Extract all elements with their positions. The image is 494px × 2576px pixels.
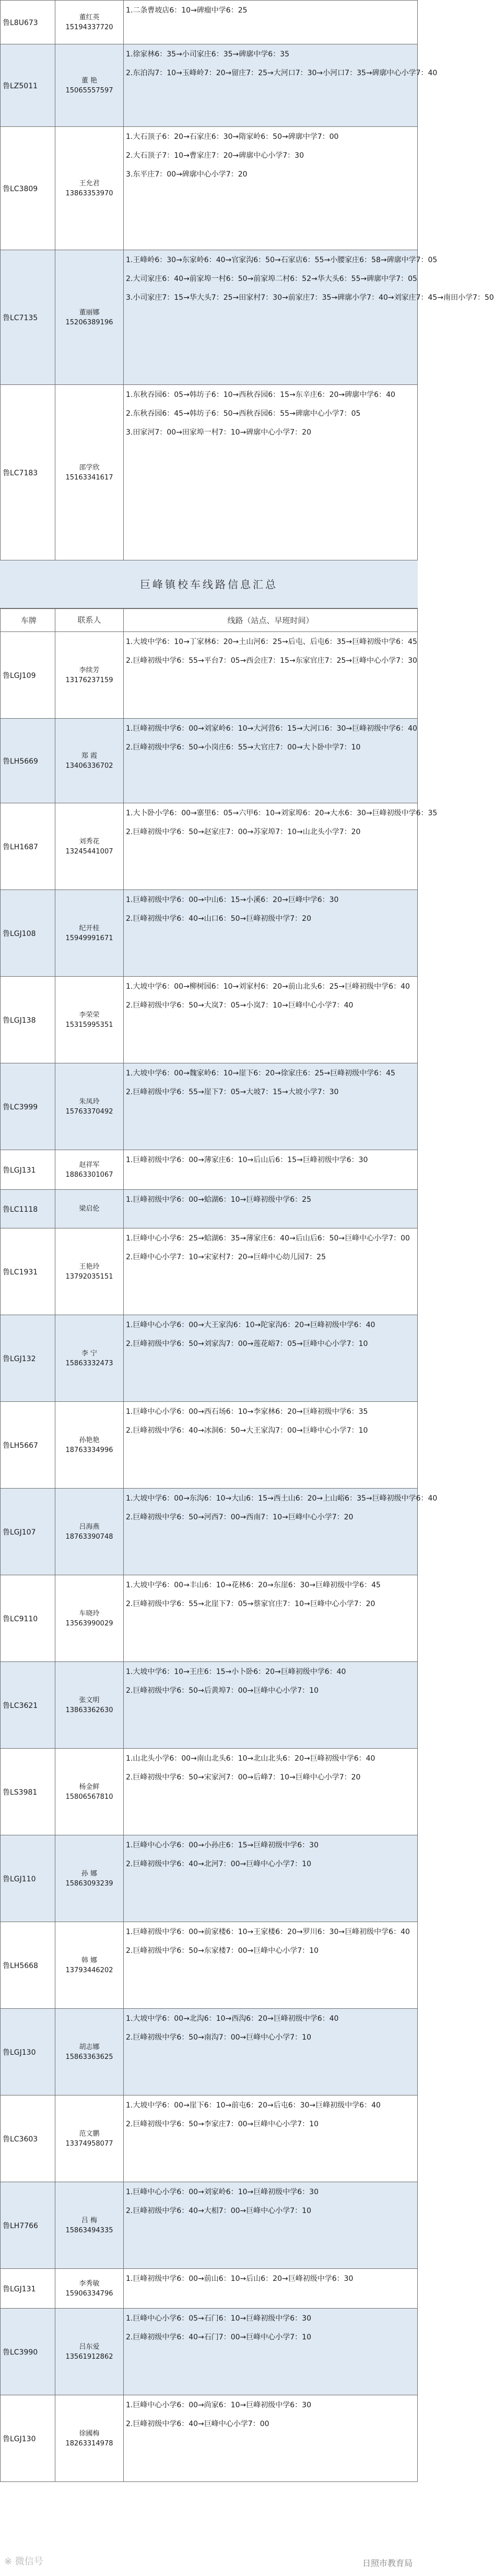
contact-name: 孙艳艳 <box>79 1436 100 1444</box>
route-line: 1.巨峰中心小学6：00→大王家沟6：10→陀家沟6：20→巨峰初级中学6：40 <box>126 1321 375 1329</box>
contact-cell <box>55 385 124 560</box>
route-line: 3.东平庄7：00→碑廓中心小学7：20 <box>126 170 248 179</box>
contact-cell <box>55 2009 124 2095</box>
table-row <box>1 1922 418 2009</box>
route-cell <box>124 2309 418 2395</box>
table-row <box>1 632 418 719</box>
contact-cell <box>55 1063 124 1150</box>
contact-name: 张文明 <box>79 1696 100 1704</box>
contact-phone: 13374958077 <box>65 2139 113 2148</box>
contact-cell <box>55 803 124 890</box>
contact-cell <box>55 2309 124 2395</box>
contact-name: 王允君 <box>79 179 100 188</box>
route-line: 3.小司家庄7：15→华大头7：25→田家村7：30→前家庄7：35→碑廓小学7：40→刘家庄7：45→南田小学7：50 <box>126 294 494 302</box>
table-row <box>1 803 418 890</box>
plate-number: 鲁LH5667 <box>1 1402 55 1489</box>
contact-phone: 13863353970 <box>65 189 113 197</box>
route-line: 2.巨峰初级中学6：40→冰洞6：50→大王家沟7：00→巨峰中心小学7：10 <box>126 1426 368 1435</box>
source-watermark: 日照市教育局 <box>362 2558 413 2568</box>
contact-cell <box>55 1228 124 1315</box>
contact-phone: 15315995351 <box>65 1021 113 1029</box>
route-cell <box>124 803 438 890</box>
contact-phone: 15206389196 <box>65 318 113 326</box>
route-line: 1.大坡中学6：00→丰山6：10→花林6：20→东崖6：30→巨峰初级中学6：45 <box>126 1581 381 1589</box>
route-line: 1.巨峰中心小学6：05→石门6：10→巨峰初级中学6：30 <box>126 2314 311 2323</box>
table-row <box>1 977 418 1063</box>
contact-cell <box>55 890 124 977</box>
route-line: 2.巨峰初级中学6：50→河西7：00→西南7：10→巨峰中心小学7：20 <box>126 1513 354 1521</box>
contact-cell <box>55 1835 124 1922</box>
route-line: 2.大司家庄6：40→前家埠一村6：50→前家埠二村6：52→华大头6：55→碑廓中学7：05 <box>126 275 417 283</box>
table-row <box>1 44 418 127</box>
column-header-row <box>1 608 418 632</box>
table-row <box>1 2269 418 2309</box>
contact-phone: 13792035151 <box>65 1272 113 1281</box>
table-row <box>1 1190 418 1228</box>
route-cell <box>124 2009 418 2095</box>
contact-cell <box>55 977 124 1063</box>
route-line: 2.巨峰初级中学6：40→巨峰中心小学7：00 <box>126 2420 269 2428</box>
route-cell <box>124 385 418 560</box>
plate-number: 鲁LGJ109 <box>1 632 55 719</box>
contact-cell <box>55 1489 124 1575</box>
route-line: 2.巨峰中心小学7：10→宋家村7：20→巨峰中心幼儿园7：25 <box>126 1253 326 1261</box>
route-line: 1.大坡中学6：00→柳树园6：10→刘家村6：20→前山北头6：25→巨峰初级中学6：40 <box>126 982 410 991</box>
route-line: 1.巨峰初级中学6：00→前家楼6：10→王家楼6：20→罗川6：30→巨峰初级中学6：40 <box>126 1928 410 1936</box>
route-line: 2.东泊沟7：10→玉峰岭7：20→留庄7：25→大河口7：30→小河口7：35→碑廓中心小学7：40 <box>126 69 438 77</box>
plate-number: 鲁LZ5011 <box>1 44 55 127</box>
table-row <box>1 1575 418 1662</box>
plate-number: 鲁LC1118 <box>1 1190 55 1228</box>
plate-number: 鲁LH5668 <box>1 1922 55 2009</box>
header-contact: 联系人 <box>55 608 124 632</box>
wechat-logo: ※ 微信号 <box>4 2556 43 2567</box>
route-line: 1.大坡中学6：10→丁家林6：20→土山河6：25→后屯、后屯6：35→巨峰初级中学6：45 <box>126 638 417 646</box>
route-cell <box>124 977 418 1063</box>
route-line: 1.大坡中学6：00→魏家岭6：10→崖下6：20→徐家庄6：25→巨峰初级中学6：45 <box>126 1069 395 1078</box>
plate-number: 鲁LGJ138 <box>1 977 55 1063</box>
plate-number: 鲁LS3981 <box>1 1749 55 1835</box>
plate-number: 鲁LGJ132 <box>1 1315 55 1402</box>
table-row <box>1 2182 418 2269</box>
header-plate: 车牌 <box>1 608 55 632</box>
route-line: 1.巨峰初级中学6：00→中山6：15→小溪6：20→巨峰中学6：30 <box>126 896 339 904</box>
contact-name: 范文鹏 <box>79 2129 100 2138</box>
table-row <box>1 1835 418 1922</box>
section2-title: 巨峰镇校车线路信息汇总 <box>0 560 418 609</box>
route-line: 2.巨峰初级中学6：40→山口6：50→巨峰初级中学7：20 <box>126 915 311 923</box>
contact-phone: 15806567810 <box>65 1793 113 1801</box>
route-line: 1.巨峰中心小学6：00→西石场6：10→李家林6：20→巨峰初级中学6：35 <box>126 1408 368 1416</box>
route-cell <box>124 1190 418 1228</box>
contact-cell <box>55 632 124 719</box>
route-line: 1.东秋吞园6：05→韩坊子6：10→西秋吞园6：15→东辛庄6：20→碑廓中学6：40 <box>126 391 395 399</box>
plate-number: 鲁LGJ130 <box>1 2395 55 2482</box>
contact-name: 赵祥军 <box>79 1161 100 1169</box>
contact-cell <box>55 1662 124 1749</box>
plate-number: 鲁LC3809 <box>1 127 55 250</box>
route-line: 1.王峰岭6：30→东家岭6：40→官家沟6：50→石家店6：55→小腰家庄6：58→碑廓中学7：05 <box>126 256 438 264</box>
route-line: 1.巨峰中心小学6：25→蛤湖6：35→薄家庄6：40→后山后6：50→巨峰中心小学7：00 <box>126 1234 410 1243</box>
table-row <box>1 1749 418 1835</box>
plate-number: 鲁LC7183 <box>1 385 55 560</box>
contact-name: 李秀敏 <box>79 2279 100 2288</box>
contact-cell <box>55 2182 124 2269</box>
contact-name: 胡志娜 <box>79 2043 100 2051</box>
section2-route-table <box>0 608 438 2482</box>
contact-phone: 15949991671 <box>65 934 113 942</box>
table-row <box>1 1150 418 1190</box>
contact-name: 邵学欣 <box>79 463 100 472</box>
table-row <box>1 719 418 803</box>
route-cell <box>124 44 438 127</box>
route-line: 2.巨峰初级中学6：40→石门7：00→巨峰中心小学7：10 <box>126 2333 311 2341</box>
contact-phone: 13245441007 <box>65 847 113 856</box>
route-line: 1.大坡中学6：10→王庄6：15→小卜卧6：20→巨峰初级中学6：40 <box>126 1668 346 1676</box>
table-row <box>1 2309 418 2395</box>
table-row <box>1 2395 418 2482</box>
contact-phone: 15194337720 <box>65 23 113 31</box>
route-line: 1.大坡中学6：00→东沟6：10→大山6：15→西土山6：20→上山峪6：35→巨峰初级中学6：40 <box>126 1494 438 1503</box>
route-line: 1.大石顶子6：20→石家庄6：30→隋家岭6：50→碑廓中学7：00 <box>126 133 339 141</box>
contact-name: 吕 梅 <box>81 2216 98 2224</box>
route-line: 2.巨峰初级中学6：50→大岚7：05→小岚7：10→巨峰中心小学7：40 <box>126 1001 354 1010</box>
contact-cell <box>55 1749 124 1835</box>
plate-number: 鲁LC9110 <box>1 1575 55 1662</box>
contact-cell <box>55 1922 124 2009</box>
contact-phone: 13561912862 <box>65 2352 113 2361</box>
plate-number: 鲁LGJ131 <box>1 1150 55 1190</box>
plate-number: 鲁L8U673 <box>1 1 55 44</box>
contact-phone: 18763334996 <box>65 1446 113 1454</box>
contact-phone: 18863301067 <box>65 1170 113 1179</box>
table-row <box>1 1228 418 1315</box>
plate-number: 鲁LH1687 <box>1 803 55 890</box>
route-cell <box>124 1315 418 1402</box>
route-line: 2.巨峰初级中学6：40→大相7：00→巨峰中心小学7：10 <box>126 2207 311 2215</box>
contact-name: 董丽娜 <box>79 308 100 317</box>
plate-number: 鲁LGJ108 <box>1 890 55 977</box>
route-cell <box>124 1575 418 1662</box>
route-cell <box>124 632 418 719</box>
contact-phone: 15163341617 <box>65 473 113 482</box>
table-row <box>1 1662 418 1749</box>
section2-table-body <box>1 608 438 2482</box>
contact-cell <box>55 44 124 127</box>
route-cell <box>124 1489 438 1575</box>
table-row <box>1 2095 418 2182</box>
table-row <box>1 1 418 44</box>
contact-phone: 15065557597 <box>65 86 113 95</box>
contact-phone: 13406336702 <box>65 762 113 770</box>
plate-number: 鲁LC7135 <box>1 250 55 385</box>
plate-number: 鲁LC3999 <box>1 1063 55 1150</box>
route-cell <box>124 719 418 803</box>
route-line: 2.巨峰初级中学6：40→北河7：00→巨峰中心小学7：10 <box>126 1860 311 1868</box>
table-row <box>1 1063 418 1150</box>
plate-number: 鲁LH5669 <box>1 719 55 803</box>
route-line: 1.巨峰中心小学6：00→刘家岭6：10→巨峰初级中学6：30 <box>126 2188 319 2196</box>
route-line: 2.巨峰初级中学6：50→后黄埠7：00→巨峰中心小学7：10 <box>126 1687 319 1695</box>
contact-name: 郑 霞 <box>81 752 98 760</box>
plate-number: 鲁LC1931 <box>1 1228 55 1315</box>
route-line: 1.大坡中学6：00→北沟6：10→西沟6：20→巨峰初级中学6：40 <box>126 2015 339 2023</box>
route-line: 1.巨峰初级中学6：00→刘家岭6：10→大河营6：15→大河口6：30→巨峰初级中学6：40 <box>126 724 417 733</box>
contact-name: 董 艳 <box>81 76 98 85</box>
contact-name: 纪开桂 <box>79 924 100 932</box>
route-cell <box>124 2269 418 2309</box>
route-line: 2.巨峰初级中学6：50→南沟7：00→巨峰中心小学7：10 <box>126 2033 311 2042</box>
route-cell <box>124 250 494 385</box>
contact-cell <box>55 2395 124 2482</box>
header-route: 线路（站点、早班时间） <box>124 608 418 632</box>
contact-phone: 15906334796 <box>65 2289 113 2298</box>
contact-name: 吕海燕 <box>79 1523 100 1531</box>
route-line: 2.巨峰初级中学6：50→赵家庄7：00→苏家埠7：10→山北头小学7：20 <box>126 828 361 836</box>
contact-name: 孙 娜 <box>81 1869 98 1878</box>
route-cell <box>124 1150 418 1190</box>
route-cell <box>124 1228 418 1315</box>
route-line: 2.巨峰初级中学6：50→小岗庄6：55→大官庄7：00→大卜卧中学7：10 <box>126 743 361 752</box>
route-line: 1.巨峰初级中学6：00→薄家庄6：10→后山后6：15→巨峰初级中学6：30 <box>126 1156 368 1164</box>
table-row <box>1 127 418 250</box>
plate-number: 鲁LGJ130 <box>1 2009 55 2095</box>
route-cell <box>124 890 418 977</box>
route-cell <box>124 1402 418 1489</box>
route-line: 2.巨峰初级中学6：50→东家楼7：00→巨峰中心小学7：10 <box>126 1947 319 1955</box>
contact-name: 徐國梅 <box>79 2429 100 2438</box>
route-line: 2.巨峰初级中学6：50→宋家河7：00→后峰7：10→巨峰中心小学7：20 <box>126 1773 361 1782</box>
contact-cell <box>55 250 124 385</box>
route-cell <box>124 1662 418 1749</box>
contact-phone: 15863494335 <box>65 2226 113 2234</box>
route-cell <box>124 2395 418 2482</box>
contact-name: 车晓玲 <box>79 1609 100 1618</box>
route-line: 2.巨峰初级中学6：50→李家庄7：00→巨峰中心小学7：10 <box>126 2120 319 2128</box>
contact-phone: 15763370492 <box>65 1107 113 1116</box>
route-cell <box>124 1922 418 2009</box>
route-cell <box>124 1063 418 1150</box>
contact-cell <box>55 127 124 250</box>
contact-phone: 15863363625 <box>65 2053 113 2061</box>
route-line: 2.巨峰初级中学6：55→平台7：05→西会庄7：15→东家官庄7：25→巨峰中心小学7：30 <box>126 657 417 665</box>
route-line: 2.巨峰初级中学6：55→崖下7：05→大坡7：15→大坡小学7：30 <box>126 1088 339 1096</box>
route-line: 1.山北头小学6：00→南山北头6：10→北山北头6：20→巨峰初级中学6：40 <box>126 1754 375 1763</box>
route-cell <box>124 1749 418 1835</box>
route-line: 2.巨峰初级中学6：55→北崖下7：05→蔡家官庄7：10→巨峰中心小学7：20 <box>126 1600 375 1608</box>
route-line: 1.巨峰初级中学6：00→前山6：10→后山6：20→巨峰初级中学6：30 <box>126 2275 354 2283</box>
section1-route-table <box>0 0 494 560</box>
contact-cell <box>55 2095 124 2182</box>
contact-name: 王艳玲 <box>79 1262 100 1271</box>
contact-name: 李 宁 <box>81 1349 98 1357</box>
route-line: 1.巨峰中心小学6：00→小孙庄6：15→巨峰初级中学6：30 <box>126 1841 319 1849</box>
contact-cell <box>55 1315 124 1402</box>
contact-name: 杨金鲜 <box>79 1783 100 1791</box>
contact-cell <box>55 1575 124 1662</box>
route-line: 1.大坡中学6：00→崖下6：10→前屯6：20→后屯6：30→巨峰初级中学6：40 <box>126 2101 381 2110</box>
contact-phone: 13863362630 <box>65 1706 113 1714</box>
table-row <box>1 2009 418 2095</box>
route-cell <box>124 1835 418 1922</box>
contact-phone: 15863093239 <box>65 1879 113 1888</box>
route-cell <box>124 2095 418 2182</box>
contact-phone: 18263314978 <box>65 2439 113 2448</box>
contact-cell <box>55 719 124 803</box>
plate-number: 鲁LC3603 <box>1 2095 55 2182</box>
route-line: 3.田家河7：00→田家埠一村7：10→碑廓中心小学7：20 <box>126 428 311 437</box>
route-line: 1.二条曹坡店6：10→碑瘤中学6：25 <box>126 6 248 15</box>
route-line: 2.东秋吞园6：45→韩坊子6：50→西秋吞园6：55→碑廓中心小学7：05 <box>126 409 361 418</box>
contact-cell <box>55 1150 124 1190</box>
contact-phone: 15863332473 <box>65 1359 113 1367</box>
contact-cell <box>55 1 124 44</box>
contact-name: 李续芳 <box>79 666 100 674</box>
route-cell <box>124 1 418 44</box>
contact-phone: 18763390748 <box>65 1532 113 1541</box>
plate-number: 鲁LC3990 <box>1 2309 55 2395</box>
contact-phone: 13176237159 <box>65 676 113 684</box>
section1-table-body <box>1 1 494 560</box>
table-row <box>1 385 418 560</box>
table-row <box>1 1315 418 1402</box>
table-row <box>1 1402 418 1489</box>
contact-name: 朱凤玲 <box>79 1097 100 1106</box>
route-line: 1.徐家林6：35→小司家庄6：35→碑廓中学6：35 <box>126 50 289 58</box>
route-line: 1.大卜卧小学6：00→寨里6：05→六甲6：10→刘家埠6：20→大水6：30→巨峰初级中学6：35 <box>126 809 438 817</box>
contact-cell <box>55 1190 124 1228</box>
table-row <box>1 250 418 385</box>
contact-name: 吕东爱 <box>79 2343 100 2351</box>
plate-number: 鲁LC3621 <box>1 1662 55 1749</box>
plate-number: 鲁LGJ110 <box>1 1835 55 1922</box>
route-cell <box>124 2182 418 2269</box>
contact-cell <box>55 2269 124 2309</box>
plate-number: 鲁LGJ131 <box>1 2269 55 2309</box>
contact-name: 刘秀花 <box>79 837 100 846</box>
contact-name: 李荣荣 <box>79 1011 100 1019</box>
plate-number: 鲁LGJ107 <box>1 1489 55 1575</box>
contact-name: 董红英 <box>79 13 100 21</box>
contact-phone: 13793446202 <box>65 1966 113 1974</box>
route-line: 2.巨峰初级中学6：50→刘家沟7：00→莲花峪7：05→巨峰中心小学7：10 <box>126 1340 368 1348</box>
contact-name: 梁启伦 <box>79 1205 100 1213</box>
route-cell <box>124 127 418 250</box>
route-line: 1.巨峰初级中学6：00→蛤湖6：10→巨峰初级中学6：25 <box>126 1196 311 1204</box>
contact-phone: 13563990029 <box>65 1619 113 1627</box>
plate-number: 鲁LH7766 <box>1 2182 55 2269</box>
contact-name: 韩 娜 <box>81 1956 98 1964</box>
contact-cell <box>55 1402 124 1489</box>
route-line: 2.大石顶子7：10→曹家庄7：20→碑廓中心小学7：30 <box>126 151 304 160</box>
route-line: 1.巨峰中心小学6：00→尚家6：10→巨峰初级中学6：30 <box>126 2401 311 2409</box>
table-row <box>1 890 418 977</box>
table-row <box>1 1489 418 1575</box>
